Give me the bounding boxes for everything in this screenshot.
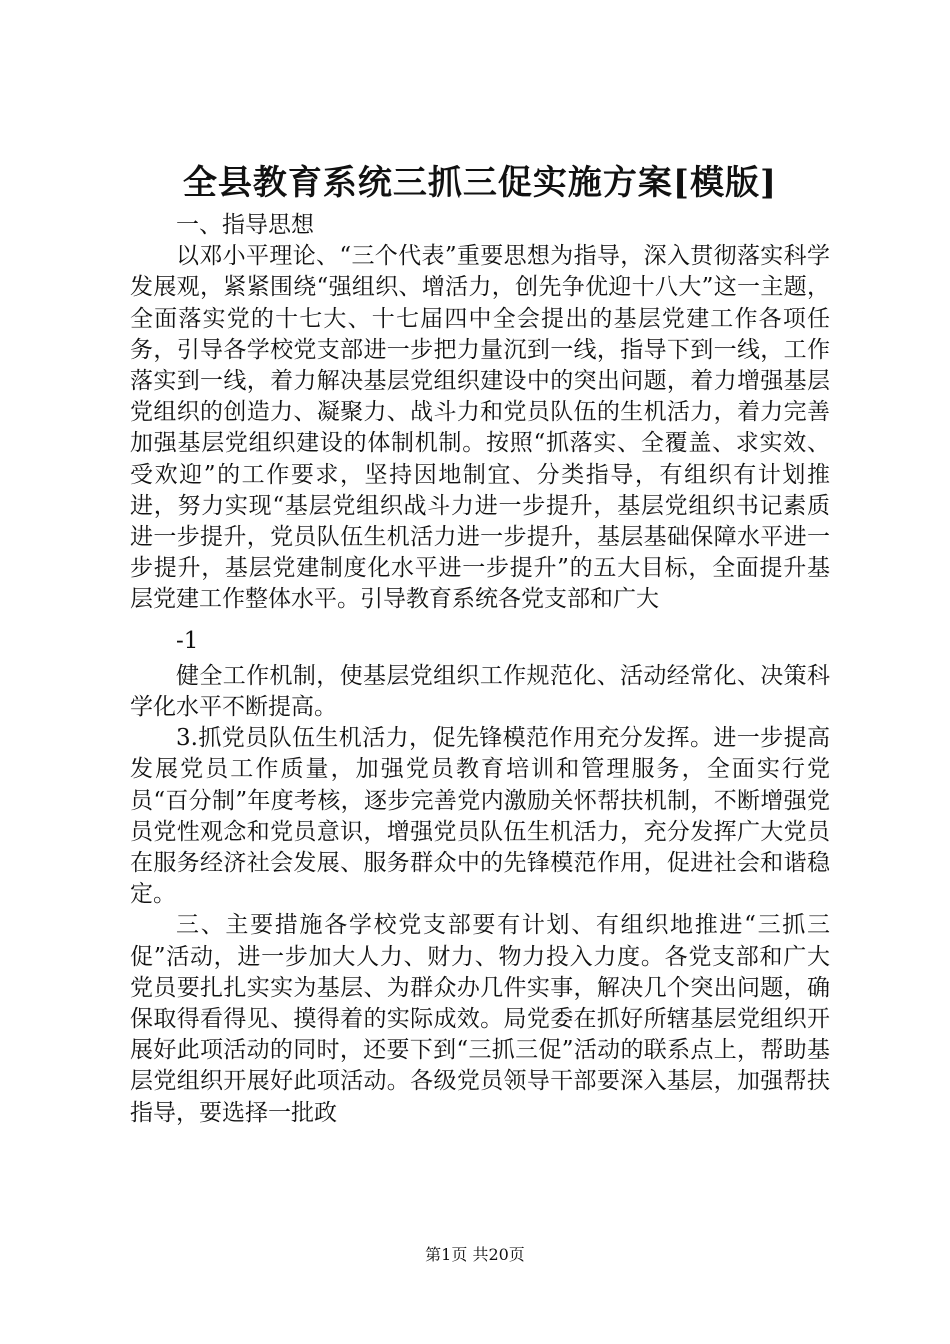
paragraph-work-mechanism: 健全工作机制，使基层党组织工作规范化、活动经常化、决策科学化水平不断提高。 <box>130 662 830 721</box>
document-body <box>130 160 830 1129</box>
paragraph-guiding-thought: 以邓小平理论、“三个代表”重要思想为指导，深入贯彻落实科学发展观，紧紧围绕“强组织、增活力，创先争优迎十八大”这一主题，全面落实党的十七大、十七届四中全会提出的基层党建工作各项任务，引导各学校党支部进一步把力量沉到一线，指导下到一线，工作落实到一线，着力解决基层党组织建设中的突出问题，着力增强基层党组织的创造力、凝聚力、战斗力和党员队伍的生机活力，着力完善加强基层党组织建设的体制机制。按照“抓落实、全覆盖、求实效、受欢迎”的工作要求，坚持因地制宜、分类指导，有组织有计划推进，努力实现“基层党组织战斗力进一步提升，基层党组织书记素质进一步提升，党员队伍生机活力进一步提升，基层基础保障水平进一步提升，基层党建制度化水平进一步提升”的五大目标，全面提升基层党建工作整体水平。引导教育系统各党支部和广大 <box>130 243 830 613</box>
document-title: 全县教育系统三抓三促实施方案[模版] <box>182 163 778 203</box>
paragraph-main-measures: 三、主要措施各学校党支部要有计划、有组织地推进“三抓三促”活动，进一步加大人力、财力、物力投入力度。各党支部和广大党员要扎扎实实为基层、为群众办几件实事，解决几个突出问题，确保取得看得见、摸得着的实际成效。局党委在抓好所辖基层党组织开展好此项活动的同时，还要下到“三抓三促”活动的联系点上，帮助基层党组织开展好此项活动。各级党员领导干部要深入基层，加强帮扶指导，要选择一批政 <box>130 912 830 1126</box>
page-footer: 第1页 共20页 <box>425 1245 525 1264</box>
paragraph-party-members: 3.抓党员队伍生机活力，促先锋模范作用充分发挥。进一步提高发展党员工作质量，加强党员教育培训和管理服务，全面实行党员“百分制”年度考核，逐步完善党内激励关怀帮扶机制，不断增强党员党性观念和党员意识，增强党员队伍生机活力，充分发挥广大党员在服务经济社会发展、服务群众中的先锋模范作用，促进社会和谐稳定。 <box>130 725 830 908</box>
page-marker: -1 <box>176 627 199 654</box>
section-heading-guiding-thought: 一、指导思想 <box>176 212 314 238</box>
